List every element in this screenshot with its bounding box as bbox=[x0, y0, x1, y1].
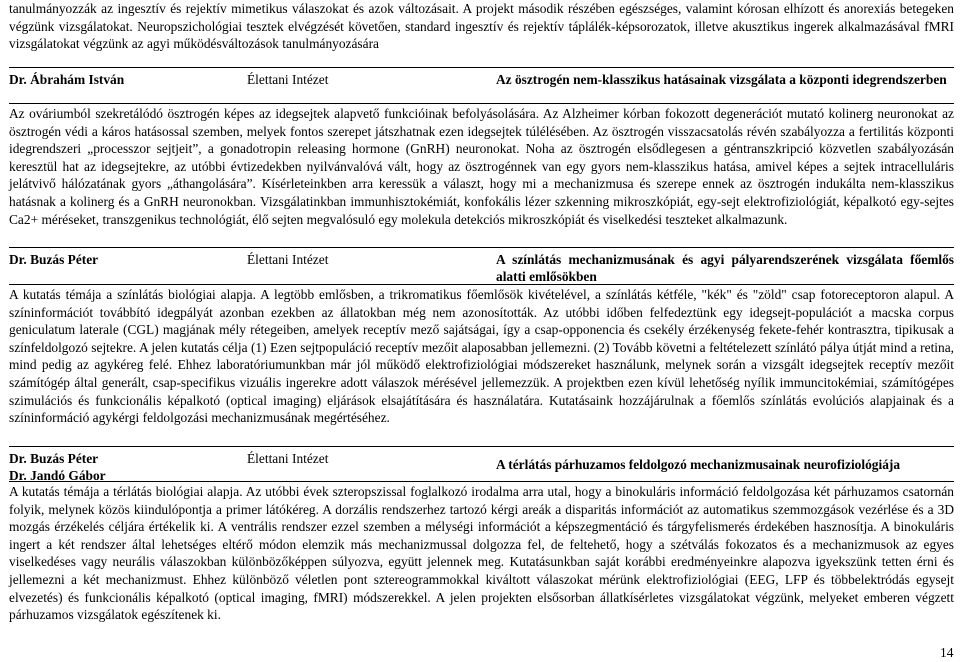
project-authors bbox=[9, 450, 239, 484]
intro-paragraph: tanulmányozzák az ingesztív és rejektív mimetikus válaszokat és azok változásait. A projekt második részében egészséges, valamint kórosan elhízott és anorexiás betegeken végzünk vizsgálatokat. Neuropszichológiai tesztek elvégzését követően, standard ingesztív és rejektív táplálék-képsorozatok, illetve akusztikus ingerek alkalmazásával fMRI vizsgálatokat végzünk az agyi működésváltozások tanulmányozására bbox=[9, 1, 954, 52]
project-author: Dr. Buzás Péter bbox=[9, 252, 99, 267]
project-author: Dr. Ábrahám István bbox=[9, 72, 125, 87]
project-title: A színlátás mechanizmusának és agyi pályarendszerének vizsgálata főemlős alatti emlősökben bbox=[496, 252, 954, 284]
project-title: A térlátás párhuzamos feldolgozó mechanizmusainak neurofiziológiája bbox=[496, 457, 901, 472]
project-institute: Élettani Intézet bbox=[247, 252, 329, 267]
page-number: 14 bbox=[940, 645, 954, 660]
project-block bbox=[9, 247, 954, 427]
project-header-row bbox=[9, 68, 954, 103]
project-header-row bbox=[9, 248, 954, 284]
project-description: A kutatás témája a színlátás biológiai alapja. A legtöbb emlősben, a trikromatikus főemlősök kivételével, a színlátás kétféle, "kék" és "zöld" csap fotoreceptoron alapul. A színinformációt továbbító idegpályát azonban ezekben az állatokban még nem azonosították. Az utóbbi időben felfedeztünk egy idegsejt-populációt a macska corpus geniculatum laterale (CGL) magjának mély rétegeiben, amelyek receptív mező sajátságai, így a csap-opponencia és csekély érzékenység fekete-fehér kontrasztra, tipikusak a színfeldolgozó sejtekre. A jelen kutatás célja (1) Ezen sejtpopuláció receptív mezőit alaposabban jellemezni. (2) Tovább követni a feltételezett színlátó pálya útját mind a retina, mind pedig az agykéreg felé. Ehhez laboratóriumunkban már jól működő elektrofiziológiai módszereket használunk, melynek során a vizsgált idegsejtek receptív mezőit számítógép által generált, csap-specifikus vizuális ingerekre adott válaszok mérésével jellemezzük. A projektben ezen kívül lehetőség nyílik immuncitokémiai, számítógépes szimulációs és funkcionális képalkotó (optical imaging) eljárások elsajátítására és használatára. Kutatásaink hozzájárulnak a főemlős színlátás evolúciós alapjainak és a színinformáció agykérgi feldolgozási mechanizmusának megértéséhez. bbox=[9, 284, 954, 427]
project-coauthor: Dr. Jandó Gábor bbox=[9, 468, 106, 483]
project-description: A kutatás témája a térlátás biológiai alapja. Az utóbbi évek szteropszissal foglalkozó irodalma arra utal, hogy a binokuláris információ feldolgozása két párhuzamos csatornán folyik, melynek közös kiindulópontja a primer látókéreg. A dorzális rendszerhez tartozó kérgi areák a disparitás információt az automatikus szemmozgások vezérlése és a 3D mozgás érzékelés céljára értékelik ki. A ventrális rendszer ezzel szemben a mélységi információt a képszegmentáció és tárgyfelismerés érdekében hasznosítja. A binokuláris ingert a két rendszer által lehetséges eltérő módon elemzik más mechanizmussal dolgozza fel, de feltehető, hogy a szétválás fokozatos és a mechanizmusok az egyes viselkedéses vagy neurális válaszokban különbözőképpen súlyozva, együtt jelennek meg. Kutatásunkban saját korábbi eredményeinkre alapozva igyekszünk tetten érni és jellemezni a két mechanizmust. Ehhez különböző véletlen pont sztereogrammokkal kiváltott válaszokat mérünk elektrofiziológiai (EEG, LFP és többelektródás egysejt elvezetés) és funkcionális képalkotó (optical imaging, fMRI) módszerekkel. A jelen projekten elsősorban állatkísérletes vizsgálatokat végzünk, melyeket emberen végzett párhuzamos vizsgálatok egészítenek ki. bbox=[9, 481, 954, 624]
project-institute: Élettani Intézet bbox=[247, 72, 329, 87]
project-institute: Élettani Intézet bbox=[247, 451, 329, 466]
project-title: Az ösztrogén nem-klasszikus hatásainak vizsgálata a központi idegrendszerben bbox=[496, 72, 947, 87]
project-block bbox=[9, 67, 954, 228]
project-block bbox=[9, 446, 954, 624]
project-description: Az ováriumból szekretálódó ösztrogén képes az idegsejtek alapvető funkcióinak befolyásolására. Az Alzheimer kórban fokozott degenerációt mutató kolinerg neuronokat az ösztrogén védi a káros hatásossal szemben, melyek fontos szerepet játszhatnak ezen idegsejtek túlélésében. Az ösztrogén visszacsatolás révén szabályozza a fertilitás központi idegrendszeri „processzor sejtjeit”, a gonadotropin releasing hormone (GnRH) neuronokat. Noha az ösztrogén elsődlegesen a géntranszkripció közvetlen szabályozásán keresztül hat az idegsejtekre, az utóbbi évtizedekben nyilvánvalóvá vált, hogy az ösztrogénnek van egy gyors nem-klasszikus hatása, amivel képes a sejtek intracelluláris jelátvivő hálózatának gyors „áthangolására”. Kísérleteinkben arra keressük a választ, hogy mi a mechanizmusa és szerepe ennek az ösztrogén indukálta nem-klasszikus hatásnak a kolinerg és a GnRH neuronokban. Vizsgálatinkban immunhisztokémiát, konfokális lézer szkenning mikroszkópiát, egy-sejt elektrofiziológiát, képalkotó egy-sejtes Ca2+ méréseket, transzgenikus technológiát, élő sejten megvalósuló egy molekula detekciós mikroszkópiát és viselkedési teszteket alkalmazunk. bbox=[9, 103, 954, 228]
project-author: Dr. Buzás Péter bbox=[9, 451, 99, 466]
project-header-row bbox=[9, 447, 954, 481]
